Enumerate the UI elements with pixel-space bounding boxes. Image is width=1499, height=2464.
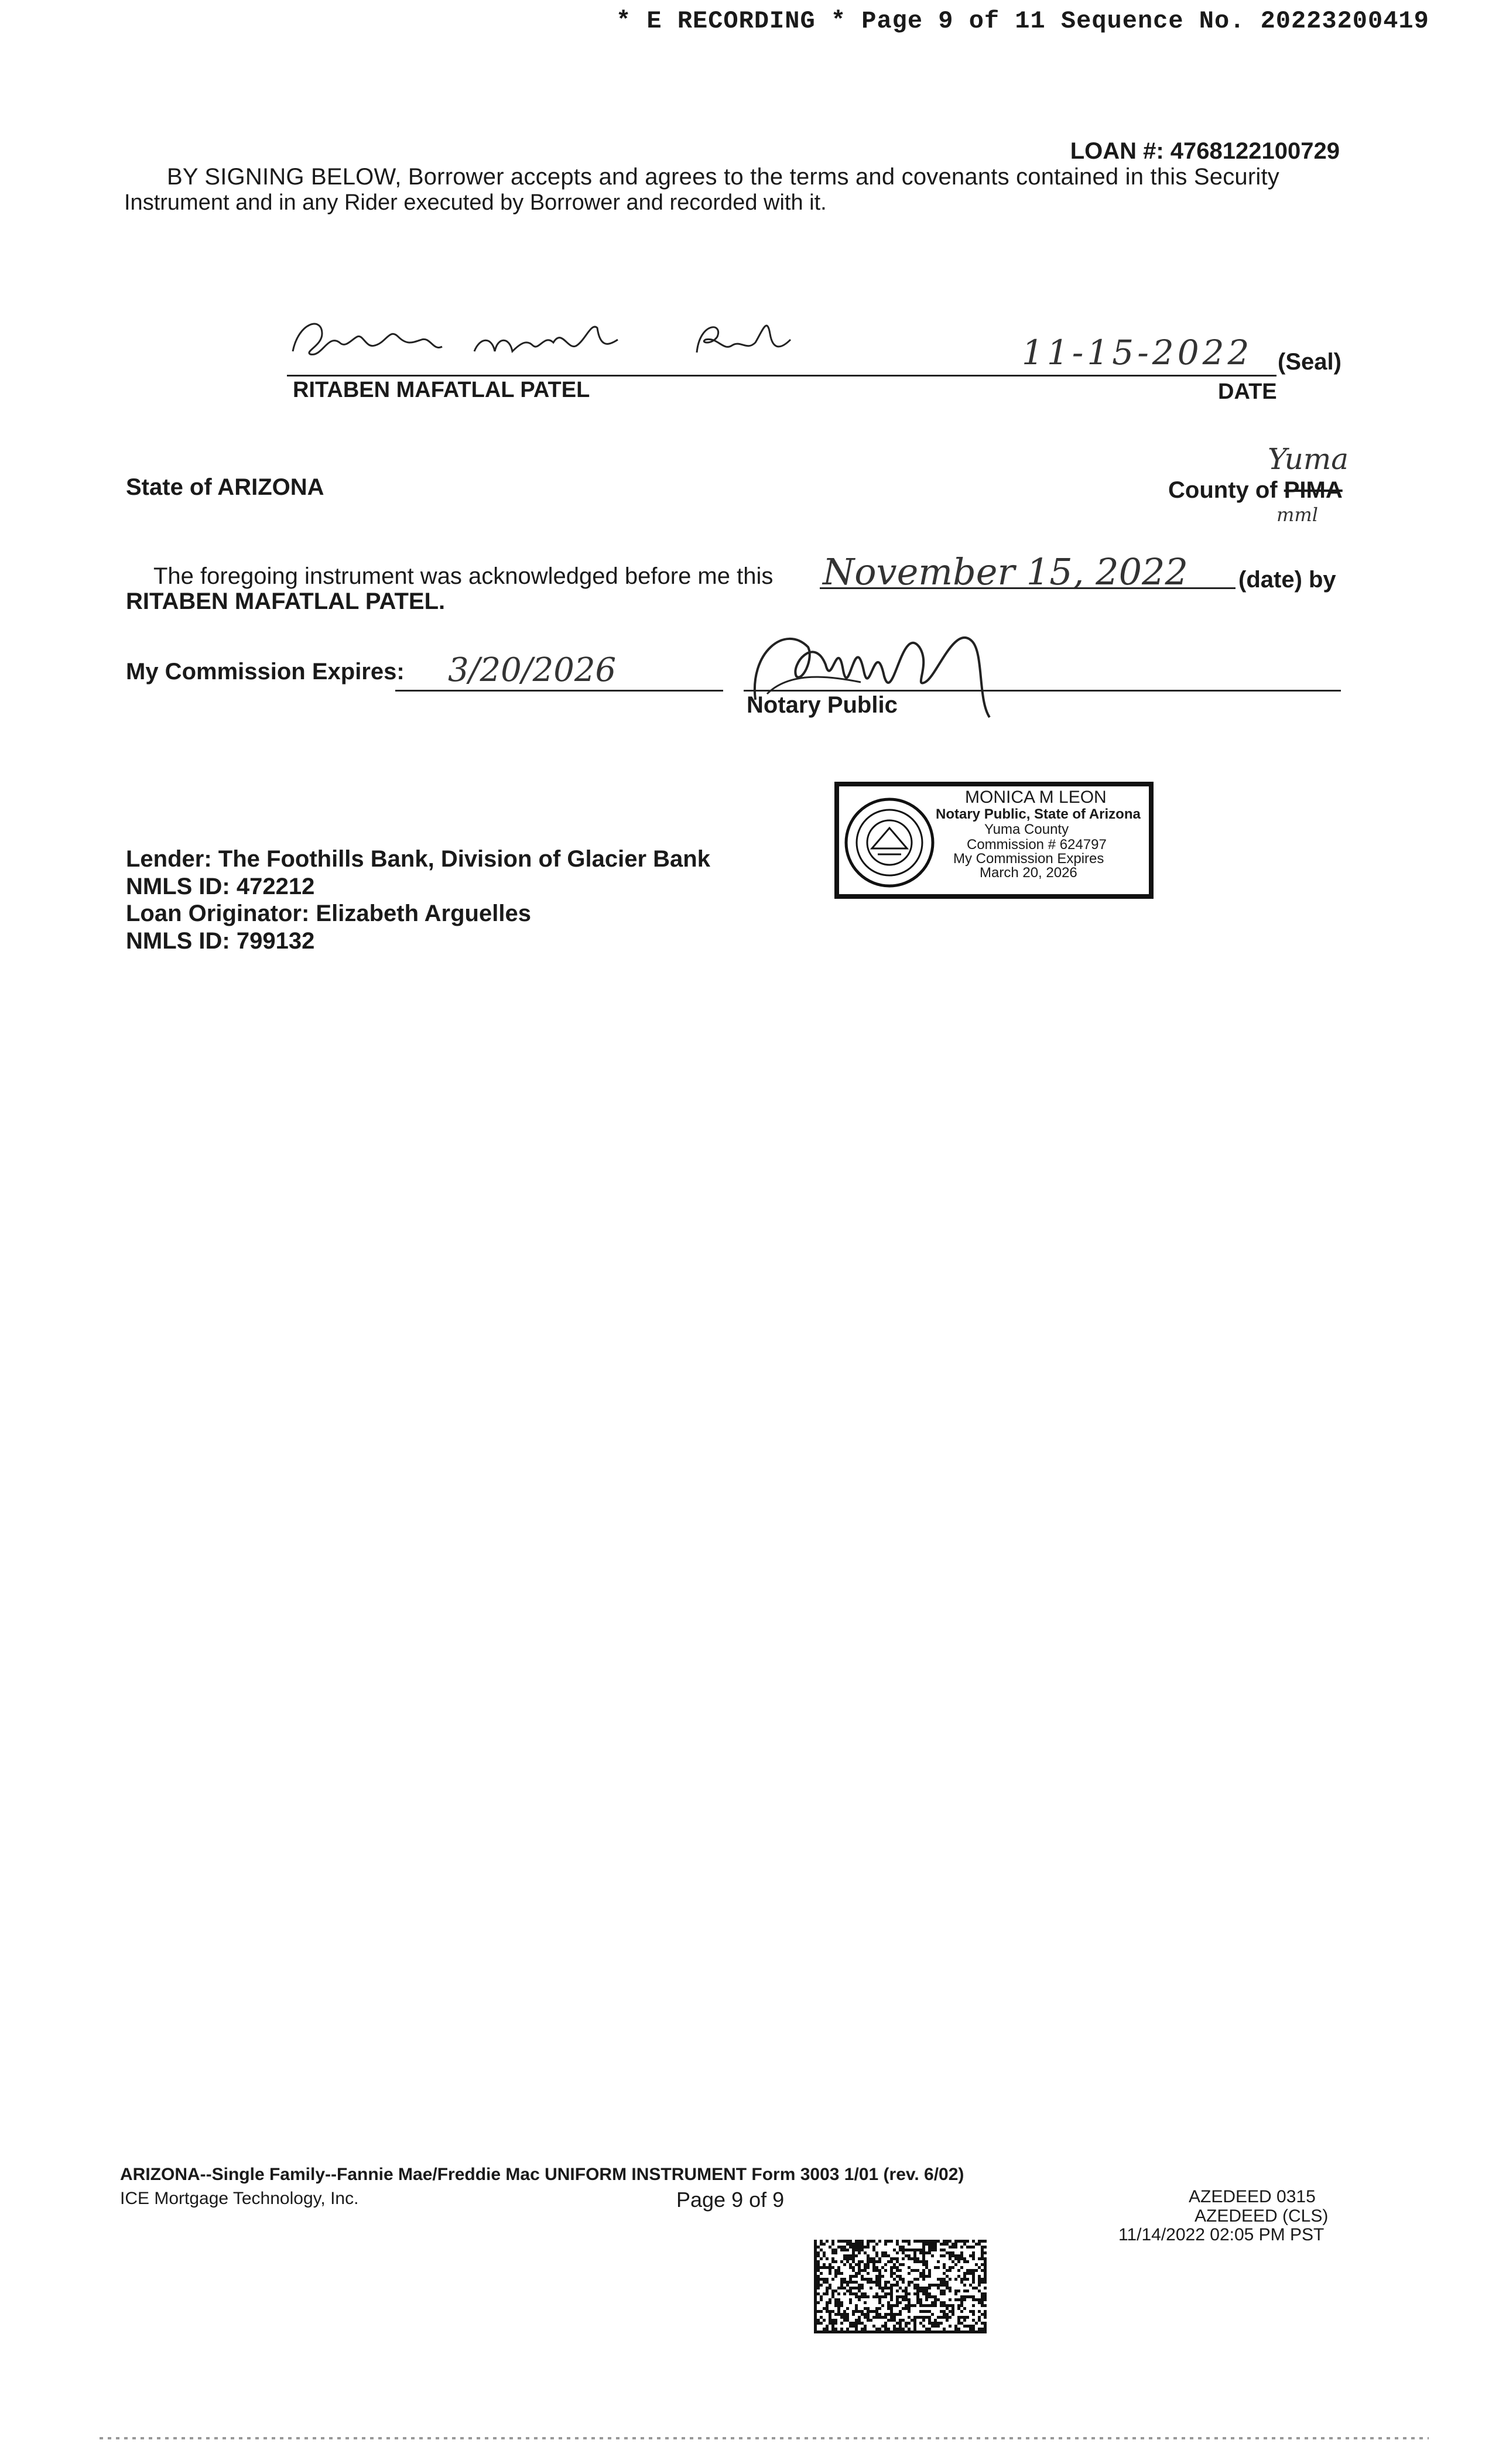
stamp-line-5: March 20, 2026 [980,865,1077,881]
ack-handwritten-date: November 15, 2022 [823,550,1188,593]
stamp-line-4: My Commission Expires [953,851,1104,867]
county-handwritten: Yuma [1268,442,1349,476]
state-seal-icon [843,796,936,889]
stamp-line-3: Commission # 624797 [967,837,1107,853]
commission-line [395,690,723,692]
ack-borrower-name: RITABEN MAFATLAL PATEL. [126,588,446,614]
intro-line-1: BY SIGNING BELOW, Borrower accepts and agrees to the terms and covenants contained in this Security [167,164,1279,190]
state-label: State of ARIZONA [126,474,324,500]
footer-timestamp: 11/14/2022 02:05 PM PST [1118,2225,1325,2244]
lender-line-4: NMLS ID: 799132 [126,928,315,954]
county-label [1168,477,1343,504]
barcode-icon [814,2240,987,2333]
scan-edge-line [100,2437,1429,2439]
date-label: DATE [1218,379,1277,404]
footer-page: Page 9 of 9 [676,2188,785,2212]
stamp-name: MONICA M LEON [965,788,1107,807]
lender-line-3: Loan Originator: Elizabeth Arguelles [126,901,531,926]
notary-public-label: Notary Public [747,692,898,718]
commission-handwritten: 3/20/2026 [448,651,617,689]
signature-line [287,375,1276,377]
lender-line-1: Lender: The Foothills Bank, Division of Glacier Bank [126,846,710,872]
signature-text [0,0,1,1]
stamp-line-2: Yuma County [984,822,1069,837]
borrower-signature [287,310,861,375]
borrower-name: RITABEN MAFATLAL PATEL [293,378,590,402]
county-initials: mml [1276,504,1318,526]
footer-code-1: AZEDEED 0315 [1189,2187,1316,2206]
ack-prefix: The foregoing instrument was acknowledged before me this [153,563,774,589]
county-prefix: County of [1168,477,1284,503]
ack-date-line [820,587,1236,589]
stamp-line-1: Notary Public, State of Arizona [936,806,1141,822]
footer-company: ICE Mortgage Technology, Inc. [120,2189,359,2208]
loan-number: LOAN #: 4768122100729 [1070,138,1340,164]
ack-suffix: (date) by [1238,567,1336,593]
recording-header: * E RECORDING * Page 9 of 11 Sequence No. 20223200419 [616,7,1429,35]
seal-label: (Seal) [1278,349,1341,375]
signed-date-handwritten: 11-15-2022 [1022,333,1253,372]
footer-form-title: ARIZONA--Single Family--Fannie Mae/Freddie Mac UNIFORM INSTRUMENT Form 3003 1/01 (rev. 6/02) [120,2165,964,2184]
notary-line [744,690,1341,692]
intro-line-2: Instrument and in any Rider executed by Borrower and recorded with it. [124,190,827,215]
commission-label: My Commission Expires: [126,659,405,685]
lender-line-2: NMLS ID: 472212 [126,874,315,899]
county-struck: PIMA [1284,477,1343,503]
notary-stamp [834,782,1154,899]
footer-code-2: AZEDEED (CLS) [1195,2206,1329,2226]
